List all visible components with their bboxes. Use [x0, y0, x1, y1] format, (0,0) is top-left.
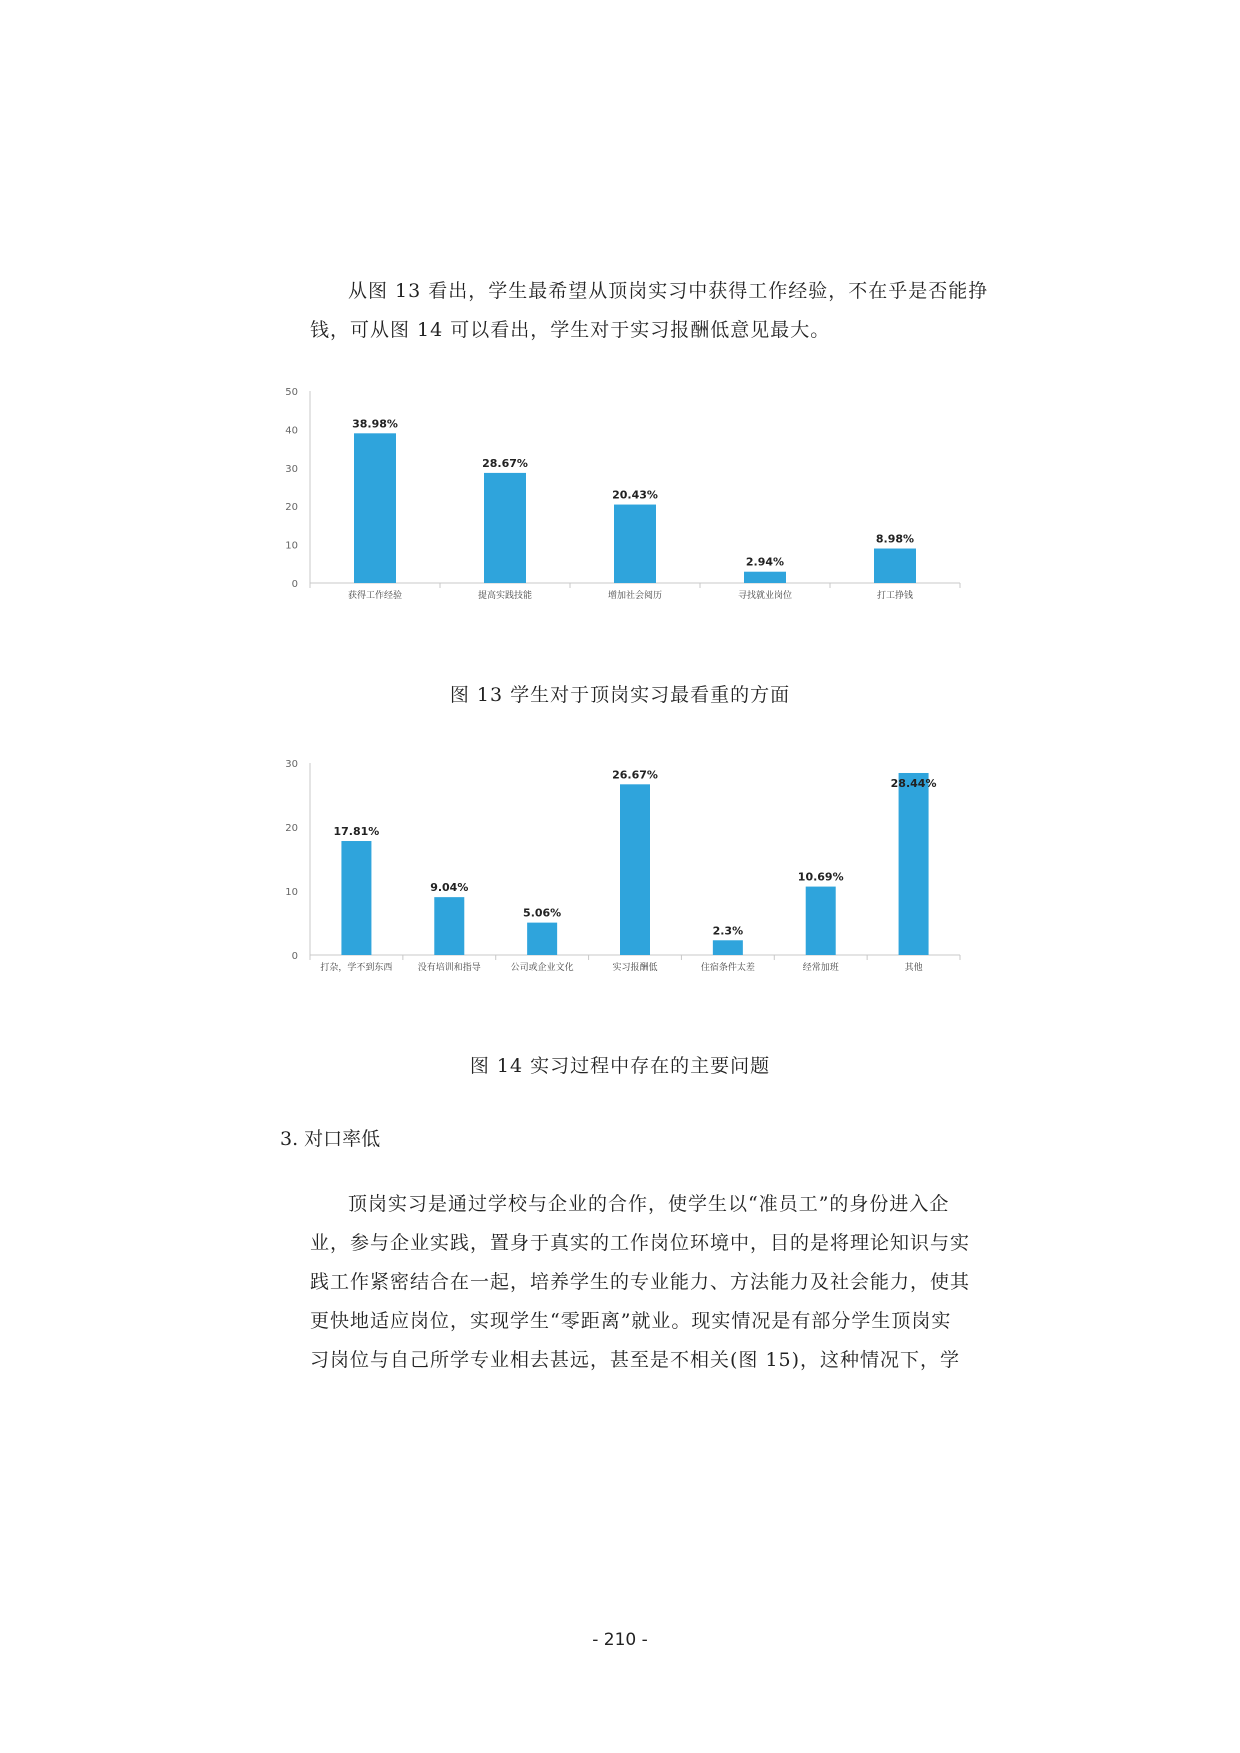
figure-13-chart	[280, 383, 960, 623]
y-tick-label: 30	[285, 463, 298, 475]
y-tick-label: 0	[291, 579, 298, 590]
bar	[899, 773, 929, 955]
category-label: 打杂，学不到东西	[320, 963, 393, 973]
data-label: 5.06%	[523, 906, 562, 920]
category-label: 经常加班	[802, 963, 839, 973]
y-tick-label: 50	[285, 387, 298, 398]
bar	[354, 433, 396, 583]
category-label: 增加社会阅历	[607, 591, 663, 601]
body-line: 业，参与企业实践，置身于真实的工作岗位环境中，目的是将理论知识与实	[310, 1232, 971, 1254]
y-tick-label: 0	[291, 951, 298, 962]
category-label: 寻找就业岗位	[737, 591, 793, 601]
page-number: - 210 -	[592, 1630, 648, 1650]
bar	[527, 923, 557, 955]
figure-14-chart	[280, 755, 960, 995]
data-label: 2.94%	[745, 555, 785, 569]
data-label: 28.67%	[482, 456, 528, 470]
data-label: 8.98%	[875, 532, 915, 546]
body-paragraph	[310, 1185, 971, 1380]
intro-line: 从图 13 看出，学生最希望从顶岗实习中获得工作经验，不在乎是否能挣	[348, 280, 989, 302]
y-tick-label: 40	[285, 425, 298, 437]
data-label: 2.3%	[712, 924, 744, 938]
data-label: 20.43%	[612, 488, 658, 502]
bar	[620, 784, 650, 955]
category-label: 提高实践技能	[477, 591, 533, 601]
bar	[744, 572, 786, 583]
bar	[614, 505, 656, 583]
bar	[341, 841, 371, 955]
data-label: 10.69%	[797, 870, 844, 884]
figure-14-caption: 图 14 实习过程中存在的主要问题	[469, 1055, 771, 1077]
body-line: 顶岗实习是通过学校与企业的合作，使学生以“准员工”的身份进入企	[348, 1193, 950, 1215]
category-label: 其他	[904, 963, 923, 973]
bar	[434, 897, 464, 955]
y-tick-label: 10	[285, 887, 298, 898]
section-heading: 3. 对口率低	[280, 1128, 381, 1150]
bar	[806, 887, 836, 955]
data-label: 38.98%	[352, 417, 398, 431]
bar	[484, 473, 526, 583]
category-label: 打工挣钱	[876, 591, 914, 601]
y-tick-label: 30	[285, 759, 298, 770]
body-line: 更快地适应岗位，实现学生“零距离”就业。现实情况是有部分学生顶岗实	[310, 1310, 952, 1332]
data-label: 28.44%	[890, 776, 937, 790]
bar	[874, 549, 916, 583]
body-line: 践工作紧密结合在一起，培养学生的专业能力、方法能力及社会能力，使其	[310, 1271, 971, 1293]
data-label: 26.67%	[612, 768, 658, 782]
category-label: 获得工作经验	[347, 591, 403, 601]
category-label: 公司或企业文化	[510, 963, 574, 973]
intro-line: 钱，可从图 14 可以看出，学生对于实习报酬低意见最大。	[310, 319, 831, 341]
category-label: 没有培训和指导	[417, 963, 481, 973]
y-tick-label: 20	[285, 502, 298, 514]
data-label: 9.04%	[430, 881, 469, 895]
y-tick-label: 10	[285, 540, 298, 552]
y-tick-label: 20	[285, 823, 298, 834]
body-line: 习岗位与自己所学专业相去甚远，甚至是不相关(图 15)，这种情况下，学	[310, 1349, 961, 1371]
category-label: 住宿条件太差	[700, 963, 755, 973]
intro-paragraph	[310, 272, 989, 350]
category-label: 实习报酬低	[612, 963, 658, 973]
figure-13-caption: 图 13 学生对于顶岗实习最看重的方面	[449, 684, 791, 706]
data-label: 17.81%	[333, 825, 380, 839]
bar	[713, 940, 743, 955]
